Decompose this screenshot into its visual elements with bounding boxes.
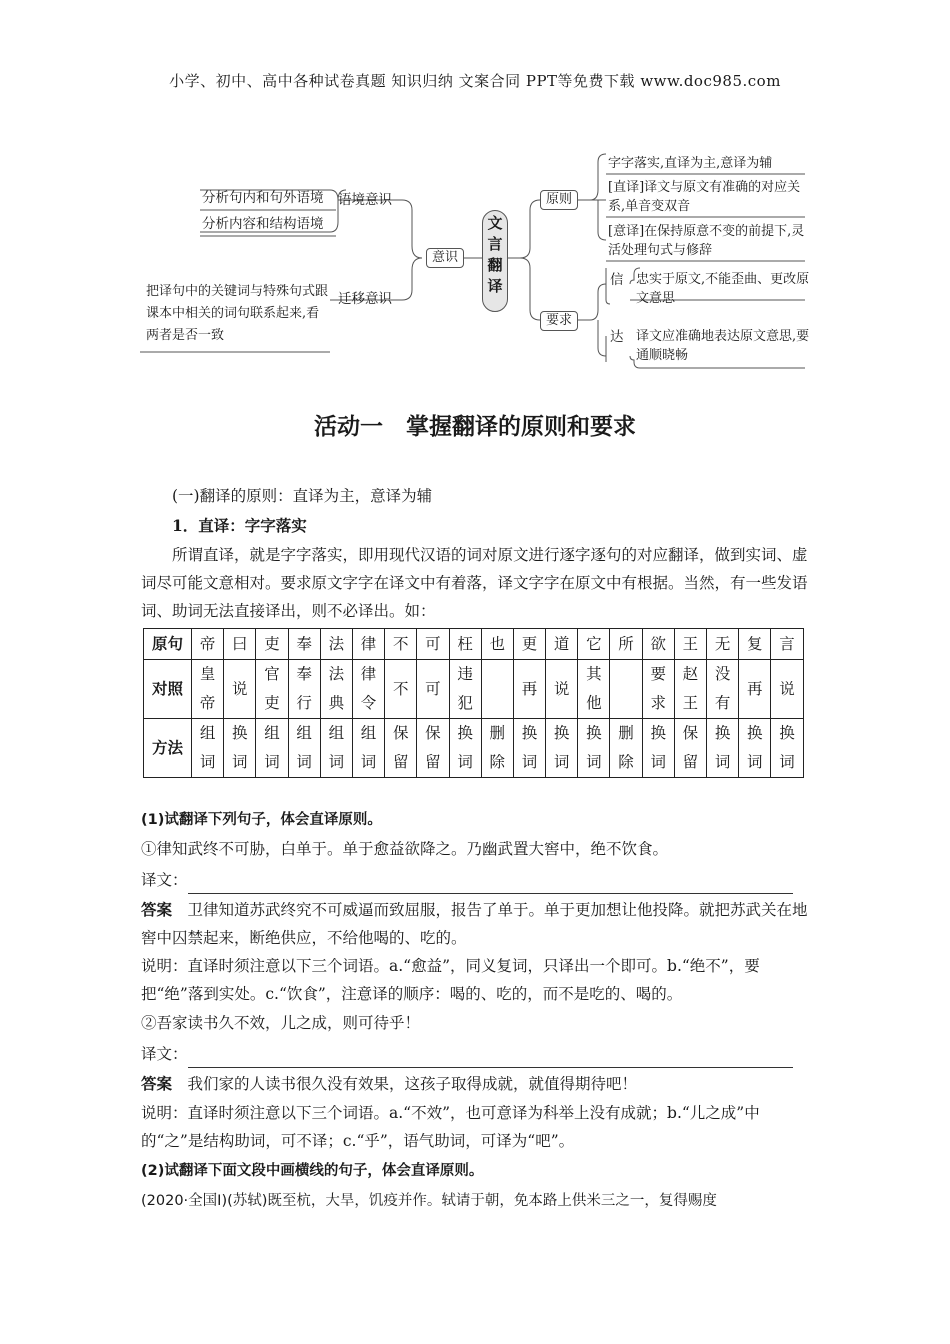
method-cell: 组词 bbox=[256, 719, 288, 778]
orig-cell: 奉 bbox=[288, 629, 320, 660]
method-cell: 组词 bbox=[320, 719, 352, 778]
principle-heading: (一)翻译的原则：直译为主，意译为辅 bbox=[172, 487, 433, 505]
orig-cell: 帝 bbox=[192, 629, 224, 660]
literal-explanation: 所谓直译，就是字字落实，即用现代汉语的词对原文进行逐字逐句的对应翻译，做到实词、虚词尽可能文意相对。要求原文字字在译文中有着落，译文字字在原文中有根据。当然，有一些发语词、助词无法直接译出，则不必译出。如： bbox=[141, 546, 808, 620]
page-header: 小学、初中、高中各种试卷真题 知识归纳 文案合同 PPT等免费下载 www.doc985.com bbox=[169, 72, 781, 90]
fluency-text: 译文应准确地表达原文意思,要通顺晓畅 bbox=[636, 329, 810, 363]
orig-cell: 也 bbox=[481, 629, 513, 660]
center-node: 文言翻译 bbox=[482, 210, 508, 312]
method-cell: 删除 bbox=[610, 719, 642, 778]
method-cell: 换词 bbox=[513, 719, 545, 778]
orig-cell: 王 bbox=[674, 629, 706, 660]
compare-cell: 再 bbox=[513, 660, 545, 719]
method-cell: 换词 bbox=[642, 719, 674, 778]
method-cell: 换词 bbox=[224, 719, 256, 778]
requirement-node: 要求 bbox=[540, 311, 578, 331]
row-header-method: 方法 bbox=[144, 719, 192, 778]
question-2: (2)试翻译下面文段中画横线的句子，体会直译原则。 bbox=[141, 1163, 484, 1179]
compare-cell: 奉行 bbox=[288, 660, 320, 719]
context-awareness: 语境意识 bbox=[338, 192, 392, 208]
compare-cell: 律令 bbox=[352, 660, 384, 719]
context-item-1: 分析句内和句外语境 bbox=[202, 190, 324, 206]
orig-cell: 律 bbox=[352, 629, 384, 660]
method-cell: 组词 bbox=[352, 719, 384, 778]
orig-cell: 法 bbox=[320, 629, 352, 660]
method-cell: 换词 bbox=[449, 719, 481, 778]
sentence-1: ①律知武终不可胁，白单于。单于愈益欲降之。乃幽武置大窖中，绝不饮食。 bbox=[141, 840, 669, 858]
principle-item-2: [直译]译文与原文有准确的对应关系,单音变双音 bbox=[608, 180, 801, 214]
transfer-awareness: 迁移意识 bbox=[338, 291, 392, 307]
orig-cell: 所 bbox=[610, 629, 642, 660]
method-cell: 换词 bbox=[546, 719, 578, 778]
fidelity-text: 忠实于原文,不能歪曲、更改原文意思 bbox=[636, 272, 810, 306]
method-cell: 换词 bbox=[578, 719, 610, 778]
section-title: 活动一 掌握翻译的原则和要求 bbox=[314, 413, 636, 440]
orig-cell: 不 bbox=[385, 629, 417, 660]
method-cell: 保留 bbox=[417, 719, 449, 778]
orig-cell: 言 bbox=[771, 629, 803, 660]
explanation-2: 说明：直译时须注意以下三个词语。a.“不效”，也可意译为科举上没有成就；b.“儿之成”中的“之”是结构助词，可不译；c.“乎”，语气助词，可译为“吧”。 bbox=[141, 1104, 760, 1150]
answer-2: 答案 我们家的人读书很久没有效果，这孩子取得成就，就值得期待吧！ bbox=[141, 1074, 638, 1093]
compare-cell: 可 bbox=[417, 660, 449, 719]
row-header-compare: 对照 bbox=[144, 660, 192, 719]
method-cell: 换词 bbox=[739, 719, 771, 778]
fidelity-label: 信 bbox=[610, 272, 624, 288]
orig-cell: 吏 bbox=[256, 629, 288, 660]
compare-cell: 再 bbox=[739, 660, 771, 719]
method-cell: 保留 bbox=[385, 719, 417, 778]
orig-cell: 曰 bbox=[224, 629, 256, 660]
translation-line-2: 译文： bbox=[141, 1040, 809, 1068]
orig-cell: 欲 bbox=[642, 629, 674, 660]
method-cell: 换词 bbox=[771, 719, 803, 778]
answer-1: 答案 卫律知道苏武终究不可威逼而致屈服，报告了单于。单于更加想让他投降。就把苏武关在地窖中囚禁起来，断绝供应，不给他喝的、吃的。 bbox=[141, 900, 808, 947]
principle-item-1: 字字落实,直译为主,意译为辅 bbox=[608, 156, 773, 171]
orig-cell: 无 bbox=[707, 629, 739, 660]
compare-cell: 说 bbox=[224, 660, 256, 719]
compare-cell: 要求 bbox=[642, 660, 674, 719]
mind-map bbox=[140, 140, 820, 372]
orig-cell: 更 bbox=[513, 629, 545, 660]
compare-cell: 说 bbox=[771, 660, 803, 719]
orig-cell: 道 bbox=[546, 629, 578, 660]
row-header-original: 原句 bbox=[144, 629, 192, 660]
comparison-table bbox=[143, 628, 804, 778]
orig-cell: 它 bbox=[578, 629, 610, 660]
principle-node: 原则 bbox=[540, 190, 578, 210]
compare-cell: 说 bbox=[546, 660, 578, 719]
passage-start: (2020·全国Ⅰ)(苏轼)既至杭，大旱，饥疫并作。轼请于朝，免本路上供米三之一，复得赐度 bbox=[141, 1193, 717, 1209]
answer-blank-1[interactable] bbox=[188, 875, 793, 894]
awareness-node: 意识 bbox=[426, 248, 464, 268]
compare-cell: 皇帝 bbox=[192, 660, 224, 719]
compare-cell: 没有 bbox=[707, 660, 739, 719]
translation-line-1: 译文： bbox=[141, 866, 809, 894]
principle-item-3: [意译]在保持原意不变的前提下,灵活处理句式与修辞 bbox=[608, 224, 805, 258]
compare-cell: 违犯 bbox=[449, 660, 481, 719]
method-cell: 换词 bbox=[707, 719, 739, 778]
method-cell: 删除 bbox=[481, 719, 513, 778]
orig-cell: 可 bbox=[417, 629, 449, 660]
compare-cell bbox=[481, 660, 513, 719]
compare-cell: 其他 bbox=[578, 660, 610, 719]
method-cell: 组词 bbox=[192, 719, 224, 778]
context-item-2: 分析内容和结构语境 bbox=[202, 216, 324, 232]
compare-cell: 法典 bbox=[320, 660, 352, 719]
orig-cell: 复 bbox=[739, 629, 771, 660]
method-cell: 组词 bbox=[288, 719, 320, 778]
fluency-label: 达 bbox=[610, 329, 624, 345]
question-1: (1)试翻译下列句子，体会直译原则。 bbox=[141, 812, 382, 828]
explanation-1: 说明：直译时须注意以下三个词语。a.“愈益”，同义复词，只译出一个即可。b.“绝不”，要把“绝”落到实处。c.“饮食”，注意译的顺序：喝的、吃的，而不是吃的、喝的。 bbox=[141, 957, 760, 1003]
compare-cell: 官吏 bbox=[256, 660, 288, 719]
compare-cell: 赵王 bbox=[674, 660, 706, 719]
compare-cell: 不 bbox=[385, 660, 417, 719]
method-cell: 保留 bbox=[674, 719, 706, 778]
compare-cell bbox=[610, 660, 642, 719]
transfer-text: 把译句中的关键词与特殊句式跟课本中相关的词句联系起来,看两者是否一致 bbox=[146, 284, 329, 343]
literal-heading: 1．直译：字字落实 bbox=[172, 516, 307, 535]
answer-blank-2[interactable] bbox=[188, 1049, 793, 1068]
sentence-2: ②吾家读书久不效，儿之成，则可待乎！ bbox=[141, 1014, 421, 1032]
orig-cell: 枉 bbox=[449, 629, 481, 660]
